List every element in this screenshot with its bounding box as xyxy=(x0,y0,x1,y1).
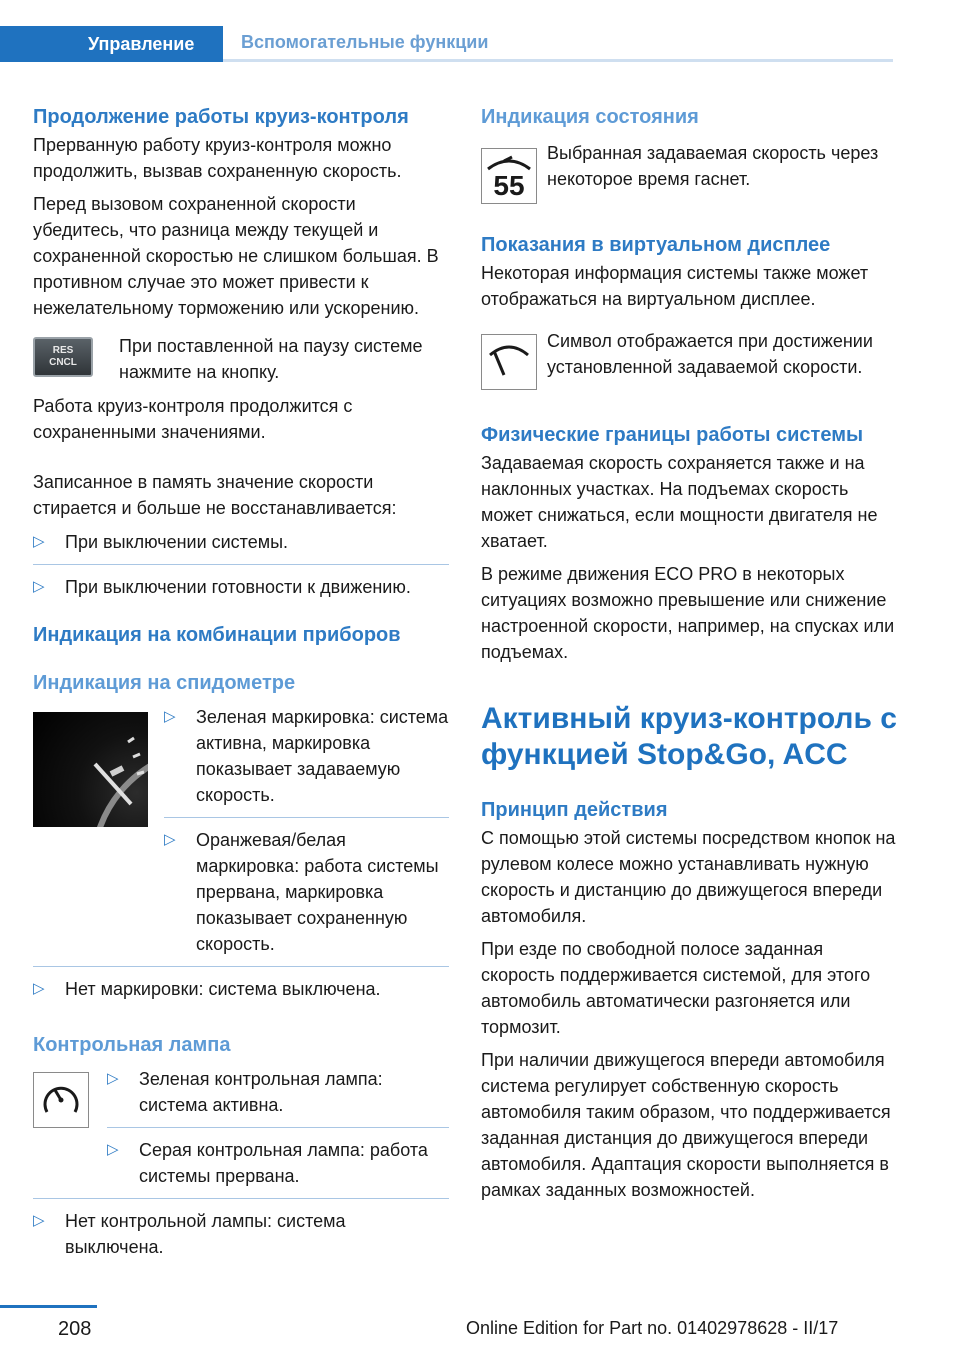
erase-conditions-list xyxy=(33,529,449,600)
heading-resume-cruise: Продолжение работы круиз-контроля xyxy=(33,106,409,128)
list-item: ▷ Серая контрольная лампа: работа системы прервана. xyxy=(107,1127,449,1189)
triangle-bullet-icon: ▷ xyxy=(33,578,45,595)
heading-virtual-display: Показания в виртуальном дисплее xyxy=(481,234,831,256)
no-lamp-list xyxy=(33,1198,449,1260)
paragraph: Задаваемая скорость сохраняется также и на наклонных участках. На подъемах скорость может снижаться, если мощности двигателя не хватает. xyxy=(481,453,878,551)
heading-physical-limits: Физические границы работы системы xyxy=(481,424,864,446)
list-item: ▷ Оранжевая/белая маркировка: работа системы прервана, маркировка показывает сохраненную скорость. xyxy=(164,817,449,957)
no-marking-list xyxy=(33,966,449,1002)
tab-auxiliary-functions[interactable]: Вспомогательные функции xyxy=(223,26,893,62)
cruise-speed-reached-icon xyxy=(482,335,536,389)
list-item: ▷ При выключении системы. xyxy=(33,529,449,564)
icon-text: При поставленной на паузу системе нажмите на кнопку. xyxy=(119,336,423,382)
speedometer-image xyxy=(33,712,148,827)
speedometer-text xyxy=(164,704,449,957)
speed-indicator-row xyxy=(481,143,897,204)
set-speed-image xyxy=(481,148,537,204)
heading-instrument-cluster: Индикация на комбинации приборов xyxy=(33,624,401,646)
heading-acc-stop-go: Активный круиз-контроль с функцией Stop&Go, ACC xyxy=(481,702,897,771)
set-speed-value: 55 xyxy=(493,170,525,201)
edition-note: Online Edition for Part no. 01402978628 - II/17 xyxy=(466,1318,839,1338)
cncl-label: CNCL xyxy=(49,357,77,368)
left-column xyxy=(33,100,449,1260)
heading-status-indication: Индикация состояния xyxy=(481,106,699,128)
triangle-bullet-icon: ▷ xyxy=(33,980,45,997)
triangle-bullet-icon: ▷ xyxy=(164,708,176,725)
speedometer-marking-list xyxy=(164,704,449,957)
list-item: ▷ При выключении готовности к движению. xyxy=(33,564,449,600)
list-item: ▷ Нет маркировки: система выключена. xyxy=(33,966,449,1002)
page-number: 208 xyxy=(58,1318,92,1340)
triangle-bullet-icon: ▷ xyxy=(33,533,45,550)
paragraph: С помощью этой системы посредством кнопок на рулевом колесе можно устанавливать нужную скорость и дистанцию до движущегося впереди автомобиля. xyxy=(481,828,896,926)
paragraph: При езде по свободной полосе заданная скорость поддерживается системой, для этого автомобиль автоматически разгоняется или тормозит. xyxy=(481,939,871,1037)
res-cncl-button-icon xyxy=(33,337,93,377)
res-cncl-row xyxy=(33,337,449,385)
list-item: ▷ Зеленая контрольная лампа: система активна. xyxy=(107,1066,449,1127)
icon-text: Выбранная задаваемая скорость через некоторое время гаснет. xyxy=(547,143,879,189)
indicator-lamp-row xyxy=(33,1069,449,1189)
speedometer-row xyxy=(33,707,449,957)
virtual-display-row xyxy=(481,331,897,390)
paragraph: В режиме движения ECO PRO в некоторых ситуациях возможно превышение или снижение настроенной скорости, например, на спусках или подъемах. xyxy=(481,564,895,662)
icon-text: Символ отображается при достижении установленной задаваемой скорости. xyxy=(547,331,873,377)
triangle-bullet-icon: ▷ xyxy=(164,831,176,848)
paragraph: Записанное в память значение скорости стирается и больше не восстанавливается: xyxy=(33,472,397,518)
tab-upravlenie[interactable]: Управление xyxy=(0,26,223,62)
paragraph: Прерванную работу круиз-контроля можно продолжить, вызвав сохраненную скорость. xyxy=(33,135,402,181)
cruise-control-lamp-icon xyxy=(39,1078,83,1122)
indicator-lamp-text xyxy=(107,1066,449,1189)
right-column xyxy=(481,100,897,1203)
paragraph: При наличии движущегося впереди автомобиля система регулирует собственную скорость автомобиля таким образом, что поддерживается заданная дистанция до движущегося впереди автомобиля. Адаптация скорости выполняется в рамках заданных возможностей. xyxy=(481,1050,891,1200)
heading-indicator-lamp: Контрольная лампа xyxy=(33,1034,231,1056)
paragraph: Перед вызовом сохраненной скорости убедитесь, что разница между текущей и сохраненной скоростью не слишком большая. В противном случае это может привести к нежелательному торможению или ускорению. xyxy=(33,194,439,318)
speedometer-needle-icon xyxy=(33,712,148,827)
triangle-bullet-icon: ▷ xyxy=(107,1070,119,1087)
heading-operating-principle: Принцип действия xyxy=(481,799,668,821)
footer-rule xyxy=(0,1305,97,1308)
triangle-bullet-icon: ▷ xyxy=(107,1141,119,1158)
page-header xyxy=(0,26,893,62)
list-item: ▷ Зеленая маркировка: система активна, маркировка показывает задаваемую скорость. xyxy=(164,704,449,817)
paragraph: Работа круиз-контроля продолжится с сохраненными значениями. xyxy=(33,396,353,442)
paragraph: Некоторая информация системы также может отображаться на виртуальном дисплее. xyxy=(481,263,869,309)
list-item: ▷ Нет контрольной лампы: система выключена. xyxy=(33,1198,449,1260)
lamp-status-list xyxy=(107,1066,449,1189)
triangle-bullet-icon: ▷ xyxy=(33,1212,45,1229)
res-label: RES xyxy=(52,345,74,356)
cruise-lamp-image xyxy=(33,1072,89,1128)
heading-speedometer: Индикация на спидометре xyxy=(33,672,296,694)
virtual-display-symbol-image xyxy=(481,334,537,390)
